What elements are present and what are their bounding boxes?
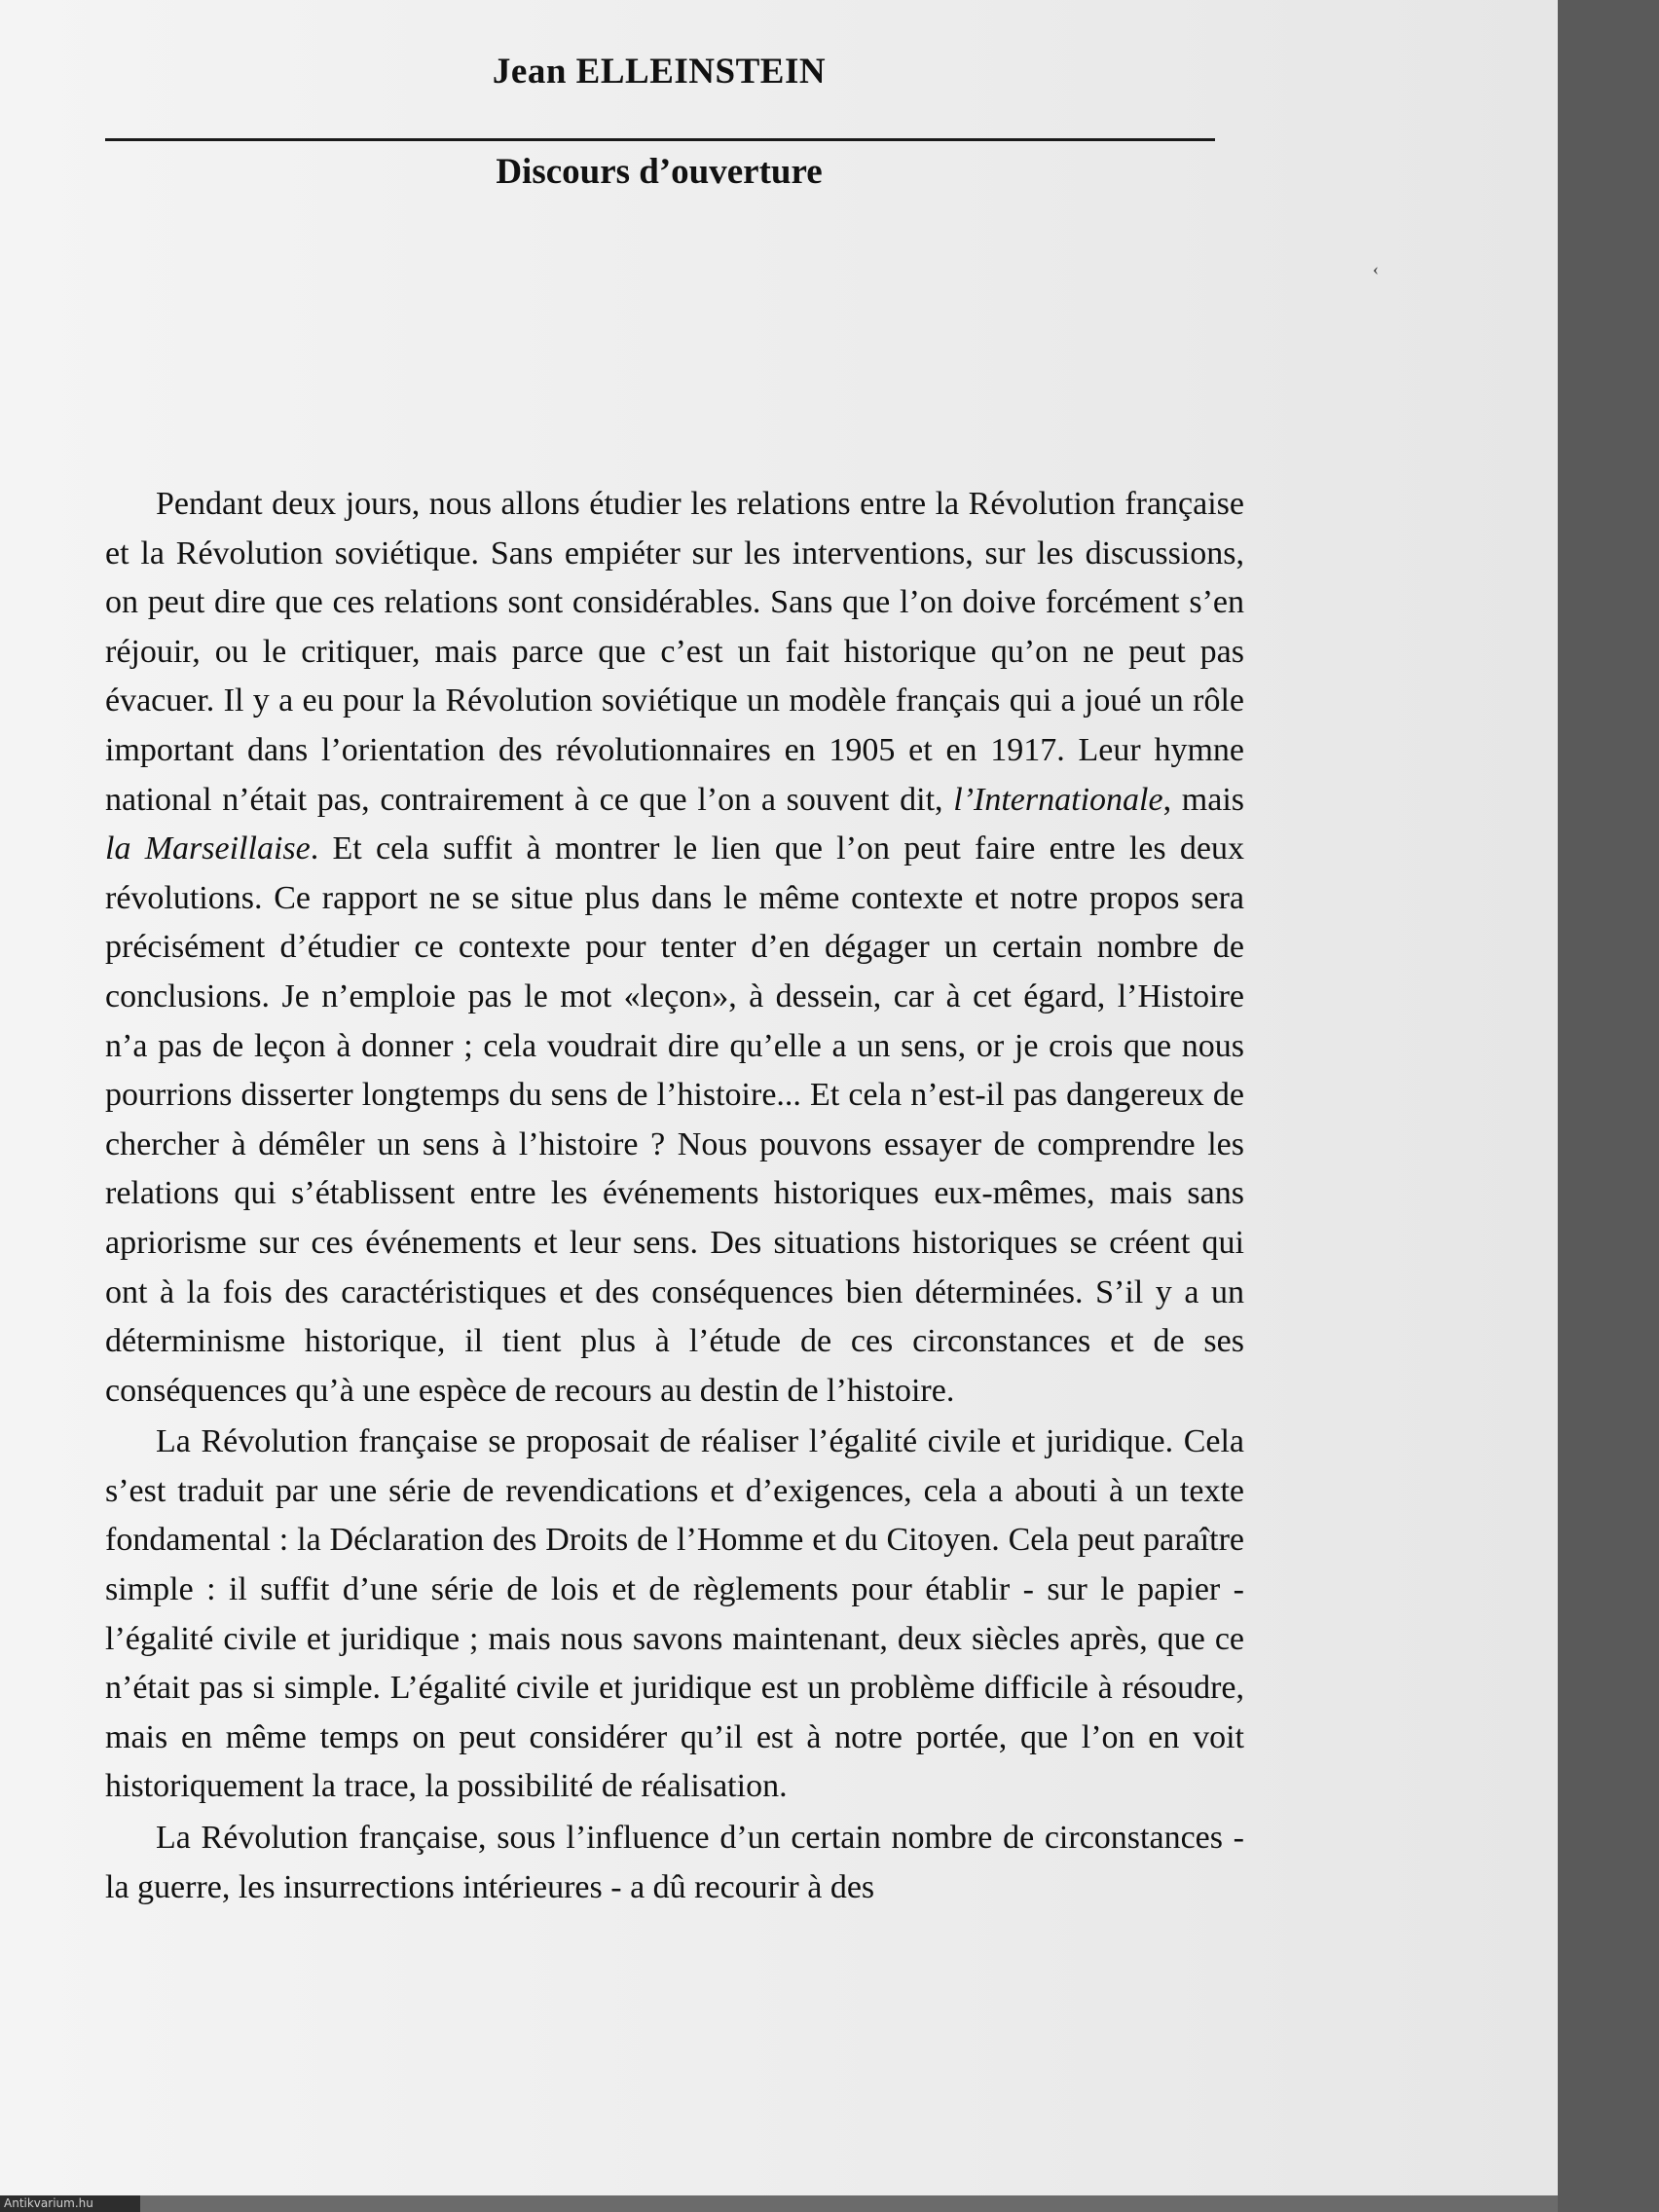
paragraph-3 xyxy=(105,1814,1244,1912)
section-title: Discours d’ouverture xyxy=(496,152,823,192)
italic-run: la Marseillaise xyxy=(105,830,311,867)
background-edge xyxy=(1558,0,1659,2212)
text-run: Pendant deux jours, nous allons étudier les relations entre la Révolution française et la Révolution soviétique. Sans empiéter sur les interventions, sur les discussions, on peut dire que ces relations sont considérables. Sans que l’on doive forcément s’en réjouir, ou le critiquer, mais parce que c’est un fait historique qu’on ne peut pas évacuer. Il y a eu pour la Révolution soviétique un modèle français qui a joué un rôle important dans l’orientation des révolutionnaires en 1905 et en 1917. Leur hymne national n’était pas, contrairement à ce que l’on a souvent dit, xyxy=(105,486,1244,818)
page-speck: ‹ xyxy=(1373,259,1379,278)
body-text xyxy=(105,480,1244,1912)
paragraph-2 xyxy=(105,1418,1244,1812)
italic-run: l’Internationale xyxy=(953,781,1163,818)
watermark-label: Antikvarium.hu xyxy=(0,2195,140,2212)
title-rule xyxy=(105,138,1215,141)
author-name: Jean ELLEINSTEIN xyxy=(492,52,827,92)
text-run: La Révolution française, sous l’influence d’un certain nombre de circonstances - la guerre, les insurrections intérieures - a dû recourir à des xyxy=(105,1820,1244,1905)
text-run: , mais xyxy=(1162,781,1244,818)
paragraph-1 xyxy=(105,480,1244,1416)
text-run: . Et cela suffit à montrer le lien que l’on peut faire entre les deux révolutions. Ce rapport ne se situe plus dans le même contexte et notre propos sera précisément d’étudier ce contexte pour tenter d’en dégager un certain nombre de conclusions. Je n’emploie pas le mot «leçon», à dessein, car à cet égard, l’Histoire n’a pas de leçon à donner ; cela voudrait dire qu’elle a un sens, or je crois que nous pourrions disserter longtemps du sens de l’histoire... Et cela n’est-il pas dangereux de chercher à démêler un sens à l’histoire ? Nous pouvons essayer de comprendre les relations qui s’établissent entre les événements historiques eux-mêmes, mais sans apriorisme sur ces événements et leur sens. Des situations historiques se créent qui ont à la fois des caractéristiques et des conséquences bien déterminées. S’il y a un déterminisme historique, il tient plus à l’étude de ces circonstances et de ses conséquences qu’à une espèce de recours au destin de l’histoire. xyxy=(105,830,1244,1409)
text-run: La Révolution française se proposait de réaliser l’égalité civile et juridique. Cela s’est traduit par une série de revendications et d’exigences, cela a abouti à un texte fondamental : la Déclaration des Droits de l’Homme et du Citoyen. Cela peut paraître simple : il suffit d’une série de lois et de règlements pour établir - sur le papier - l’égalité civile et juridique ; mais nous savons maintenant, deux siècles après, que ce n’était pas si simple. L’égalité civile et juridique est un problème difficile à résoudre, mais en même temps on peut considérer qu’il est à notre portée, que l’on en voit historiquement la trace, la possibilité de réalisation. xyxy=(105,1423,1244,1805)
